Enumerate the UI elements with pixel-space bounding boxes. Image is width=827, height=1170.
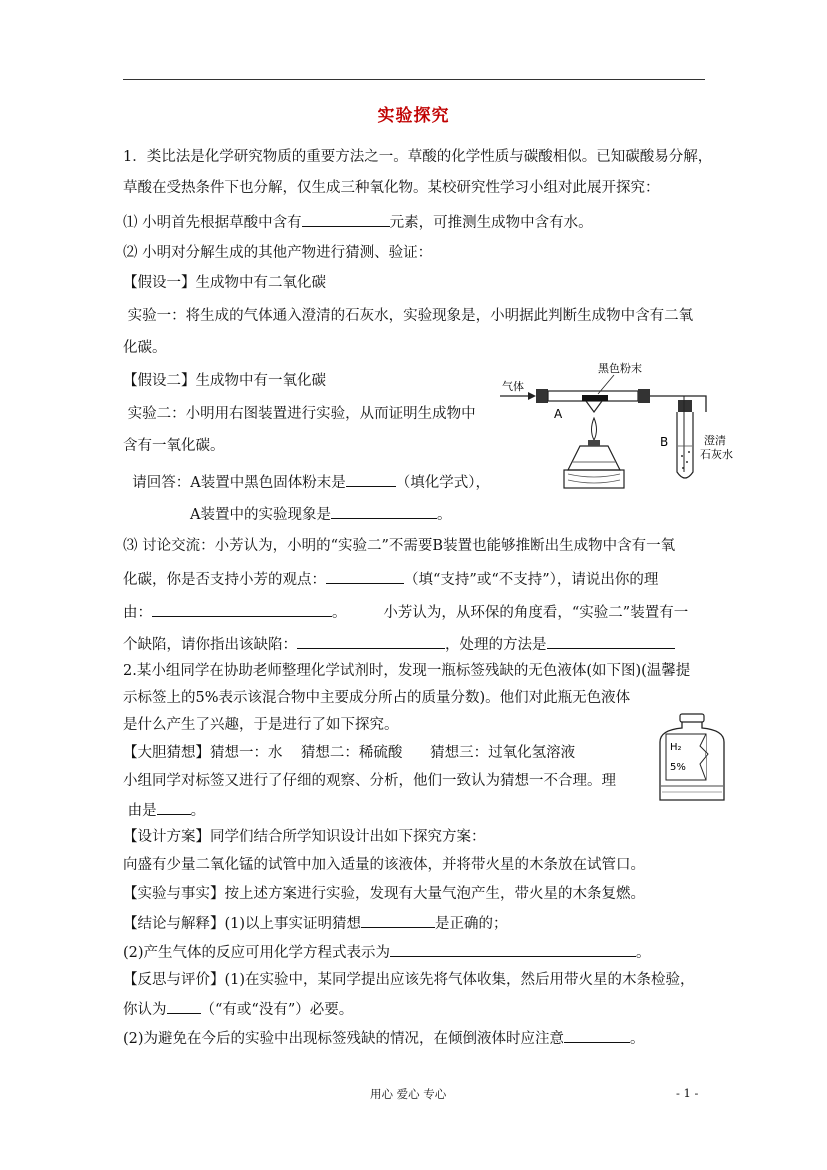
q2-analysis-text: 由是 bbox=[123, 803, 157, 819]
q1-part3-line-3-text: 由： bbox=[123, 605, 152, 621]
limewater-label-2: 石灰水 bbox=[700, 448, 733, 461]
q1-part3-line-3-tail: 。 小芳认为，从环保的角度看，“实验二”装置有一 bbox=[332, 605, 689, 621]
torn-label-edge bbox=[700, 734, 708, 780]
q2-analysis-line-1: 小组同学对标签又进行了仔细的观察、分析，他们一致认为猜想一不合理。理 bbox=[123, 773, 616, 789]
q1-intro-line-1: 1．类比法是化学研究物质的重要方法之一。草酸的化学性质与碳酸相似。已知碳酸易分解， bbox=[123, 149, 713, 165]
q1-part3-line-4-mid: ，处理的方法是 bbox=[445, 637, 547, 653]
flame bbox=[592, 418, 597, 440]
q1-part3-line-4-text: 个缺陷，请你指出该缺陷： bbox=[123, 637, 297, 653]
stopper-b bbox=[678, 400, 692, 412]
header-rule bbox=[123, 79, 705, 80]
q2-reflect-line-3 bbox=[123, 1027, 645, 1049]
q2-equation bbox=[123, 941, 651, 963]
q2-equation-text: (2)产生气体的反应可用化学方程式表示为 bbox=[123, 945, 391, 961]
q1-part1-tail: 元素，可推测生成物中含有水。 bbox=[389, 215, 593, 231]
q1-part2: ⑵ 小明对分解生成的其他产物进行猜测、验证： bbox=[123, 245, 433, 261]
q1-phenomenon-blank[interactable] bbox=[331, 503, 437, 519]
q1-question-a-text: 请回答：A装置中黑色固体粉末是 bbox=[123, 475, 346, 491]
q1-experiment-1-line-1: 实验一：将生成的气体通入澄清的石灰水，实验现象是，小明据此判断生成物中含有二氧 bbox=[123, 308, 694, 324]
q2-equation-blank[interactable] bbox=[390, 941, 636, 957]
gas-label: 气体 bbox=[502, 380, 524, 393]
q1-question-b-tail: 。 bbox=[436, 507, 452, 523]
test-tube-b bbox=[677, 412, 693, 478]
q2-design: 【设计方案】同学们结合所学知识设计出如下探究方案： bbox=[123, 829, 486, 845]
q1-defect-blank[interactable] bbox=[297, 633, 445, 649]
q2-reflect-line-1: 【反思与评价】(1)在实验中，某同学提出应该先将气体收集，然后用带火星的木条检验， bbox=[123, 972, 695, 988]
bottle-label bbox=[666, 734, 706, 780]
alcohol-lamp bbox=[568, 446, 620, 470]
q2-necessity-blank[interactable] bbox=[167, 998, 201, 1014]
q1-element-blank[interactable] bbox=[302, 211, 390, 227]
wooden-block bbox=[564, 470, 624, 488]
limewater-label-1: 澄清 bbox=[704, 434, 726, 447]
q1-experiment-2-line-1: 实验二：小明用右图装置进行实验，从而证明生成物中 bbox=[123, 406, 476, 422]
q2-correct-guess-blank[interactable] bbox=[361, 912, 435, 928]
q2-intro-line-3: 是什么产生了兴趣，于是进行了如下探究。 bbox=[123, 717, 399, 733]
q1-support-blank[interactable] bbox=[326, 568, 404, 584]
q2-reflect-line-2 bbox=[123, 998, 353, 1020]
q1-part3-line-2-tail: （填“支持”或“不支持”），请说出你的理 bbox=[404, 572, 659, 588]
q2-conclusion-text: 【结论与解释】(1)以上事实证明猜想 bbox=[123, 916, 362, 932]
q2-conclusion-tail: 是正确的； bbox=[435, 916, 508, 932]
q2-conclusion bbox=[123, 912, 508, 934]
q1-part3-line-2-text: 化碳，你是否支持小芳的观点： bbox=[123, 572, 326, 588]
q2-design-detail: 向盛有少量二氧化锰的试管中加入适量的该液体，并将带火星的木条放在试管口。 bbox=[123, 857, 645, 873]
q2-analysis-tail: 。 bbox=[190, 803, 206, 819]
q1-method-blank[interactable] bbox=[547, 633, 675, 649]
footer-motto: 用心 爱心 专心 bbox=[370, 1087, 447, 1101]
bottle-stopper bbox=[680, 714, 704, 722]
q2-analysis-line-2 bbox=[123, 799, 205, 821]
label-a: A bbox=[554, 407, 563, 421]
q1-part1 bbox=[123, 211, 593, 233]
q2-intro-line-1: 2.某小组同学在协助老师整理化学试剂时，发现一瓶标签残缺的无色液体(如下图)(温馨提 bbox=[123, 663, 691, 679]
stopper-right bbox=[638, 389, 650, 403]
experiment-apparatus-figure bbox=[494, 360, 744, 495]
q1-powder-formula-blank[interactable] bbox=[346, 471, 396, 487]
q1-experiment-2-line-2: 含有一氧化碳。 bbox=[123, 438, 225, 454]
q2-reason-blank[interactable] bbox=[157, 799, 191, 815]
wood-grain bbox=[568, 474, 620, 483]
q1-question-a bbox=[123, 471, 490, 493]
q1-hypothesis-2: 【假设二】生成物中有一氧化碳 bbox=[123, 373, 326, 389]
label-percent: 5% bbox=[670, 762, 686, 773]
q1-question-b bbox=[190, 503, 451, 525]
q2-intro-line-2: 示标签上的5%表示该混合物中主要成分所占的质量分数)。他们对此瓶无色液体 bbox=[123, 690, 631, 706]
q1-part3-line-3 bbox=[123, 601, 688, 623]
gas-arrow-icon bbox=[528, 392, 536, 400]
label-formula: H₂ bbox=[670, 742, 682, 753]
q1-part3-line-4 bbox=[123, 633, 675, 655]
q2-reflect-text: 你认为 bbox=[123, 1002, 167, 1018]
q1-hypothesis-1: 【假设一】生成物中有二氧化碳 bbox=[123, 275, 326, 291]
page-number: - 1 - bbox=[676, 1086, 699, 1100]
black-powder bbox=[582, 395, 608, 401]
q2-fact: 【实验与事实】按上述方案进行实验，发现有大量气泡产生，带火星的木条复燃。 bbox=[123, 886, 645, 902]
q2-reflect-c-tail: 。 bbox=[630, 1031, 645, 1047]
tube-clamp bbox=[586, 401, 602, 412]
q1-experiment-1-line-2: 化碳。 bbox=[123, 340, 167, 356]
q1-reason-blank[interactable] bbox=[152, 601, 332, 617]
q2-guess: 【大胆猜想】猜想一：水 猜想二：稀硫酸 猜想三：过氧化氢溶液 bbox=[123, 745, 576, 761]
q2-equation-tail: 。 bbox=[636, 945, 651, 961]
q2-caution-blank[interactable] bbox=[564, 1027, 630, 1043]
q1-intro-line-2: 草酸在受热条件下也分解，仅生成三种氧化物。某校研究性学习小组对此展开探究： bbox=[123, 180, 660, 196]
label-b: B bbox=[660, 435, 669, 449]
q2-reflect-c-text: (2)为避免在今后的实验中出现标签残缺的情况，在倾倒液体时应注意 bbox=[123, 1031, 565, 1047]
reagent-bottle-figure bbox=[652, 712, 732, 806]
q1-question-a-tail: （填化学式）， bbox=[395, 475, 490, 491]
lamp-wick bbox=[588, 440, 600, 446]
q1-part3-line-1: ⑶ 讨论交流：小芳认为，小明的“实验二”不需要B装置也能够推断出生成物中含有一氧 bbox=[123, 538, 676, 554]
q2-reflect-tail: （“有或“没有”）必要。 bbox=[200, 1002, 354, 1018]
page-title: 实验探究 bbox=[377, 106, 450, 126]
q1-part1-text: ⑴ 小明首先根据草酸中含有 bbox=[123, 215, 302, 231]
stopper-left bbox=[536, 389, 548, 403]
q1-question-b-text: A装置中的实验现象是 bbox=[190, 507, 331, 523]
q1-part3-line-2 bbox=[123, 568, 658, 590]
powder-label: 黑色粉末 bbox=[598, 362, 642, 375]
